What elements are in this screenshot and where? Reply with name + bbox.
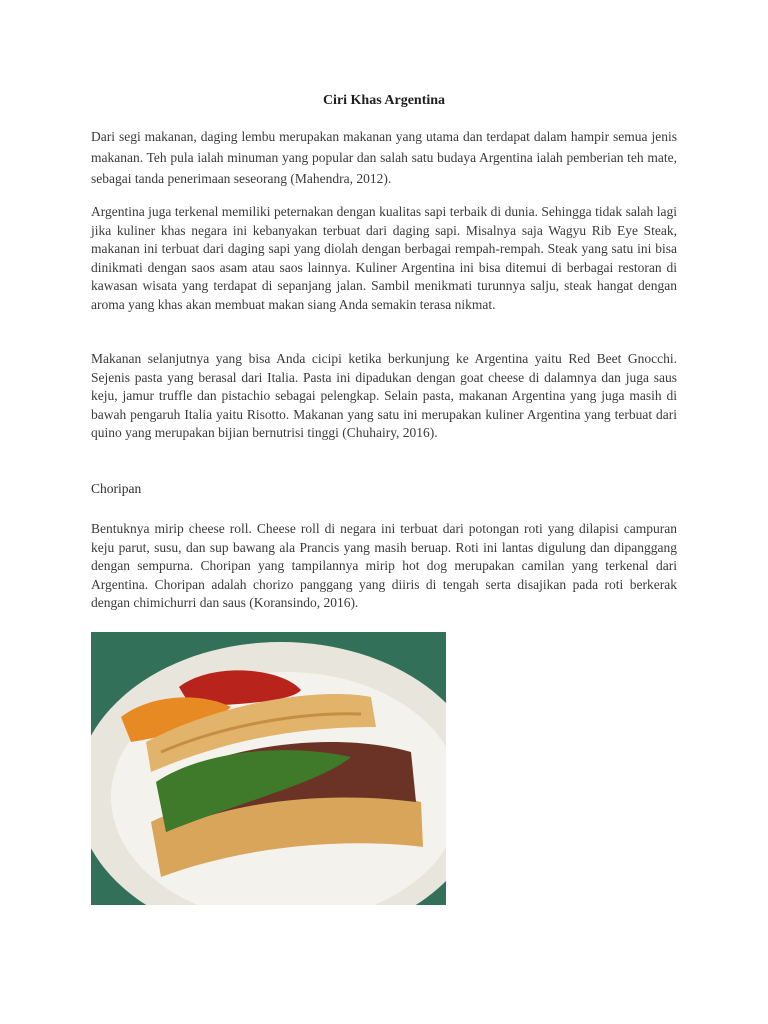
page-title: Ciri Khas Argentina bbox=[322, 93, 446, 108]
paragraph-gnocchi: Makanan selanjutnya yang bisa Anda cicipi ketika berkunjung ke Argentina yaitu Red Beet Gnocchi. Sejenis pasta yang berasal dari Italia. Pasta ini dipadukan dengan goat cheese di dalamnya dan juga saus keju, jamur truffle dan pistachio sebagai pelengkap. Selain pasta, makanan Argentina yang juga masih di bawah pengaruh Italia yaitu Risotto. Makanan yang satu ini merupakan kuliner Argentina yang terbuat dari quino yang merupakan bijian bernutrisi tinggi (Chuhairy, 2016). bbox=[91, 351, 677, 440]
choripan-illustration bbox=[91, 632, 446, 905]
paragraph-choripan: Bentuknya mirip cheese roll. Cheese roll di negara ini terbuat dari potongan roti yang dilapisi campuran keju parut, susu, dan sup bawang ala Prancis yang masih beruap. Roti ini lantas digulung dan dipanggang dengan sempurna. Choripan yang tampilannya mirip hot dog merupakan camilan yang terkenal dari Argentina. Choripan adalah chorizo panggang yang diiris di tengah serta disajikan pada roti berkerak dengan chimichurri dan saus (Koransindo, 2016). bbox=[91, 521, 677, 610]
choripan-photo bbox=[91, 632, 446, 905]
paragraph-steak: Argentina juga terkenal memiliki peternakan dengan kualitas sapi terbaik di dunia. Sehingga tidak salah lagi jika kuliner khas negara ini kebanyakan terbuat dari daging sapi. Misalnya saja Wagyu Rib Eye Steak, makanan ini terbuat dari daging sapi yang diolah dengan berbagai rempah-rempah. Steak yang satu ini bisa dinikmati dengan saos asam atau saos lainnya. Kuliner Argentina ini bisa ditemui di berbagai restoran di kawasan wisata yang terdapat di sepanjang jalan. Sambil menikmati turunnya salju, steak hangat dengan aroma yang khas akan membuat makan siang Anda semakin terasa nikmat. bbox=[91, 204, 677, 312]
section-heading-choripan: Choripan bbox=[91, 481, 142, 496]
paragraph-food-overview: Dari segi makanan, daging lembu merupakan makanan yang utama dan terdapat dalam hampir semua jenis makanan. Teh pula ialah minuman yang popular dan salah satu budaya Argentina ialah pemberian teh mate, sebagai tanda penerimaan seseorang (Mahendra, 2012). bbox=[91, 129, 677, 186]
